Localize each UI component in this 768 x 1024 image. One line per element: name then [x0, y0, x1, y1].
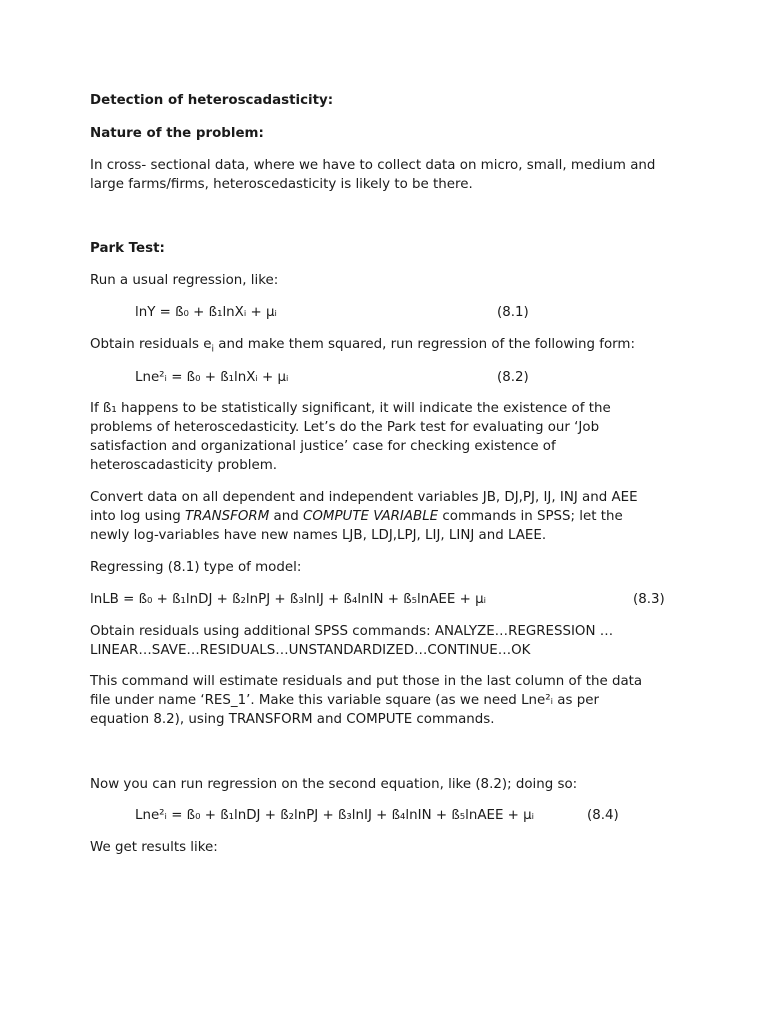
convert-line-2-c: commands in SPSS; let the: [438, 509, 623, 524]
results-text: We get results like:: [90, 840, 218, 855]
run-regression-text: Run a usual regression, like:: [90, 273, 279, 288]
intro-line-1: In cross- sectional data, where we have to collect data on micro, small, medium and: [90, 158, 656, 173]
significance-line-4: heteroscadasticity problem.: [90, 458, 277, 473]
spss-commands-line-1: Obtain residuals using additional SPSS commands: ANALYZE…REGRESSION …: [90, 624, 614, 639]
significance-line-1: If ß₁ happens to be statistically significant, it will indicate the existence of the: [90, 401, 611, 416]
significance-line-3: satisfaction and organizational justice’ case for checking existence of: [90, 439, 556, 454]
compute-variable-term: COMPUTE VARIABLE: [303, 509, 439, 524]
convert-line-2-a: into log using: [90, 509, 186, 524]
intro-line-2: large farms/firms, heteroscedasticity is likely to be there.: [90, 177, 473, 192]
equation-8-3: lnLB = ß₀ + ß₁lnDJ + ß₂lnPJ + ß₃lnIJ + ß₄lnIN + ß₅lnAEE + μᵢ: [90, 592, 486, 607]
transform-term: TRANSFORM: [185, 509, 270, 524]
equation-8-1: lnY = ß₀ + ß₁lnXᵢ + μᵢ: [135, 305, 277, 320]
equation-8-4: Lne²ᵢ = ß₀ + ß₁lnDJ + ß₂lnPJ + ß₃lnIJ + ß₄lnIN + ß₅lnAEE + μᵢ: [135, 808, 535, 823]
regressing-text: Regressing (8.1) type of model:: [90, 560, 302, 575]
convert-line-3: newly log-variables have new names LJB, LDJ,LPJ, LIJ, LINJ and LAEE.: [90, 528, 547, 543]
estimate-line-2: file under name ‘RES_1’. Make this variable square (as we need Lne²ᵢ as per: [90, 693, 599, 708]
equation-number-8-2: (8.2): [497, 370, 529, 385]
obtain-residuals-subscript: i: [211, 344, 215, 355]
convert-line-1: Convert data on all dependent and independent variables JB, DJ,PJ, IJ, INJ and AEE: [90, 490, 638, 505]
equation-8-2: Lne²ᵢ = ß₀ + ß₁lnXᵢ + μᵢ: [135, 370, 289, 385]
obtain-residuals-text: [90, 335, 635, 355]
heading-detection: Detection of heteroscadasticity:: [90, 93, 334, 108]
significance-line-2: problems of heteroscedasticity. Let’s do the Park test for evaluating our ‘Job: [90, 420, 600, 435]
estimate-line-3: equation 8.2), using TRANSFORM and COMPUTE commands.: [90, 712, 495, 727]
heading-park-test: Park Test:: [90, 241, 165, 256]
obtain-residuals-part-b: and make them squared, run regression of the following form:: [214, 337, 635, 352]
obtain-residuals-part-a: Obtain residuals e: [90, 337, 212, 352]
convert-line-2: [90, 507, 623, 527]
equation-number-8-4: (8.4): [587, 808, 619, 823]
heading-nature: Nature of the problem:: [90, 126, 264, 141]
estimate-line-1: This command will estimate residuals and put those in the last column of the data: [90, 674, 643, 689]
convert-line-2-b: and: [269, 509, 303, 524]
spss-commands-line-2: LINEAR…SAVE…RESIDUALS…UNSTANDARDIZED…CONTINUE…OK: [90, 643, 531, 658]
now-run-text: Now you can run regression on the second equation, like (8.2); doing so:: [90, 777, 578, 792]
equation-number-8-1: (8.1): [497, 305, 529, 320]
equation-number-8-3: (8.3): [633, 592, 665, 607]
